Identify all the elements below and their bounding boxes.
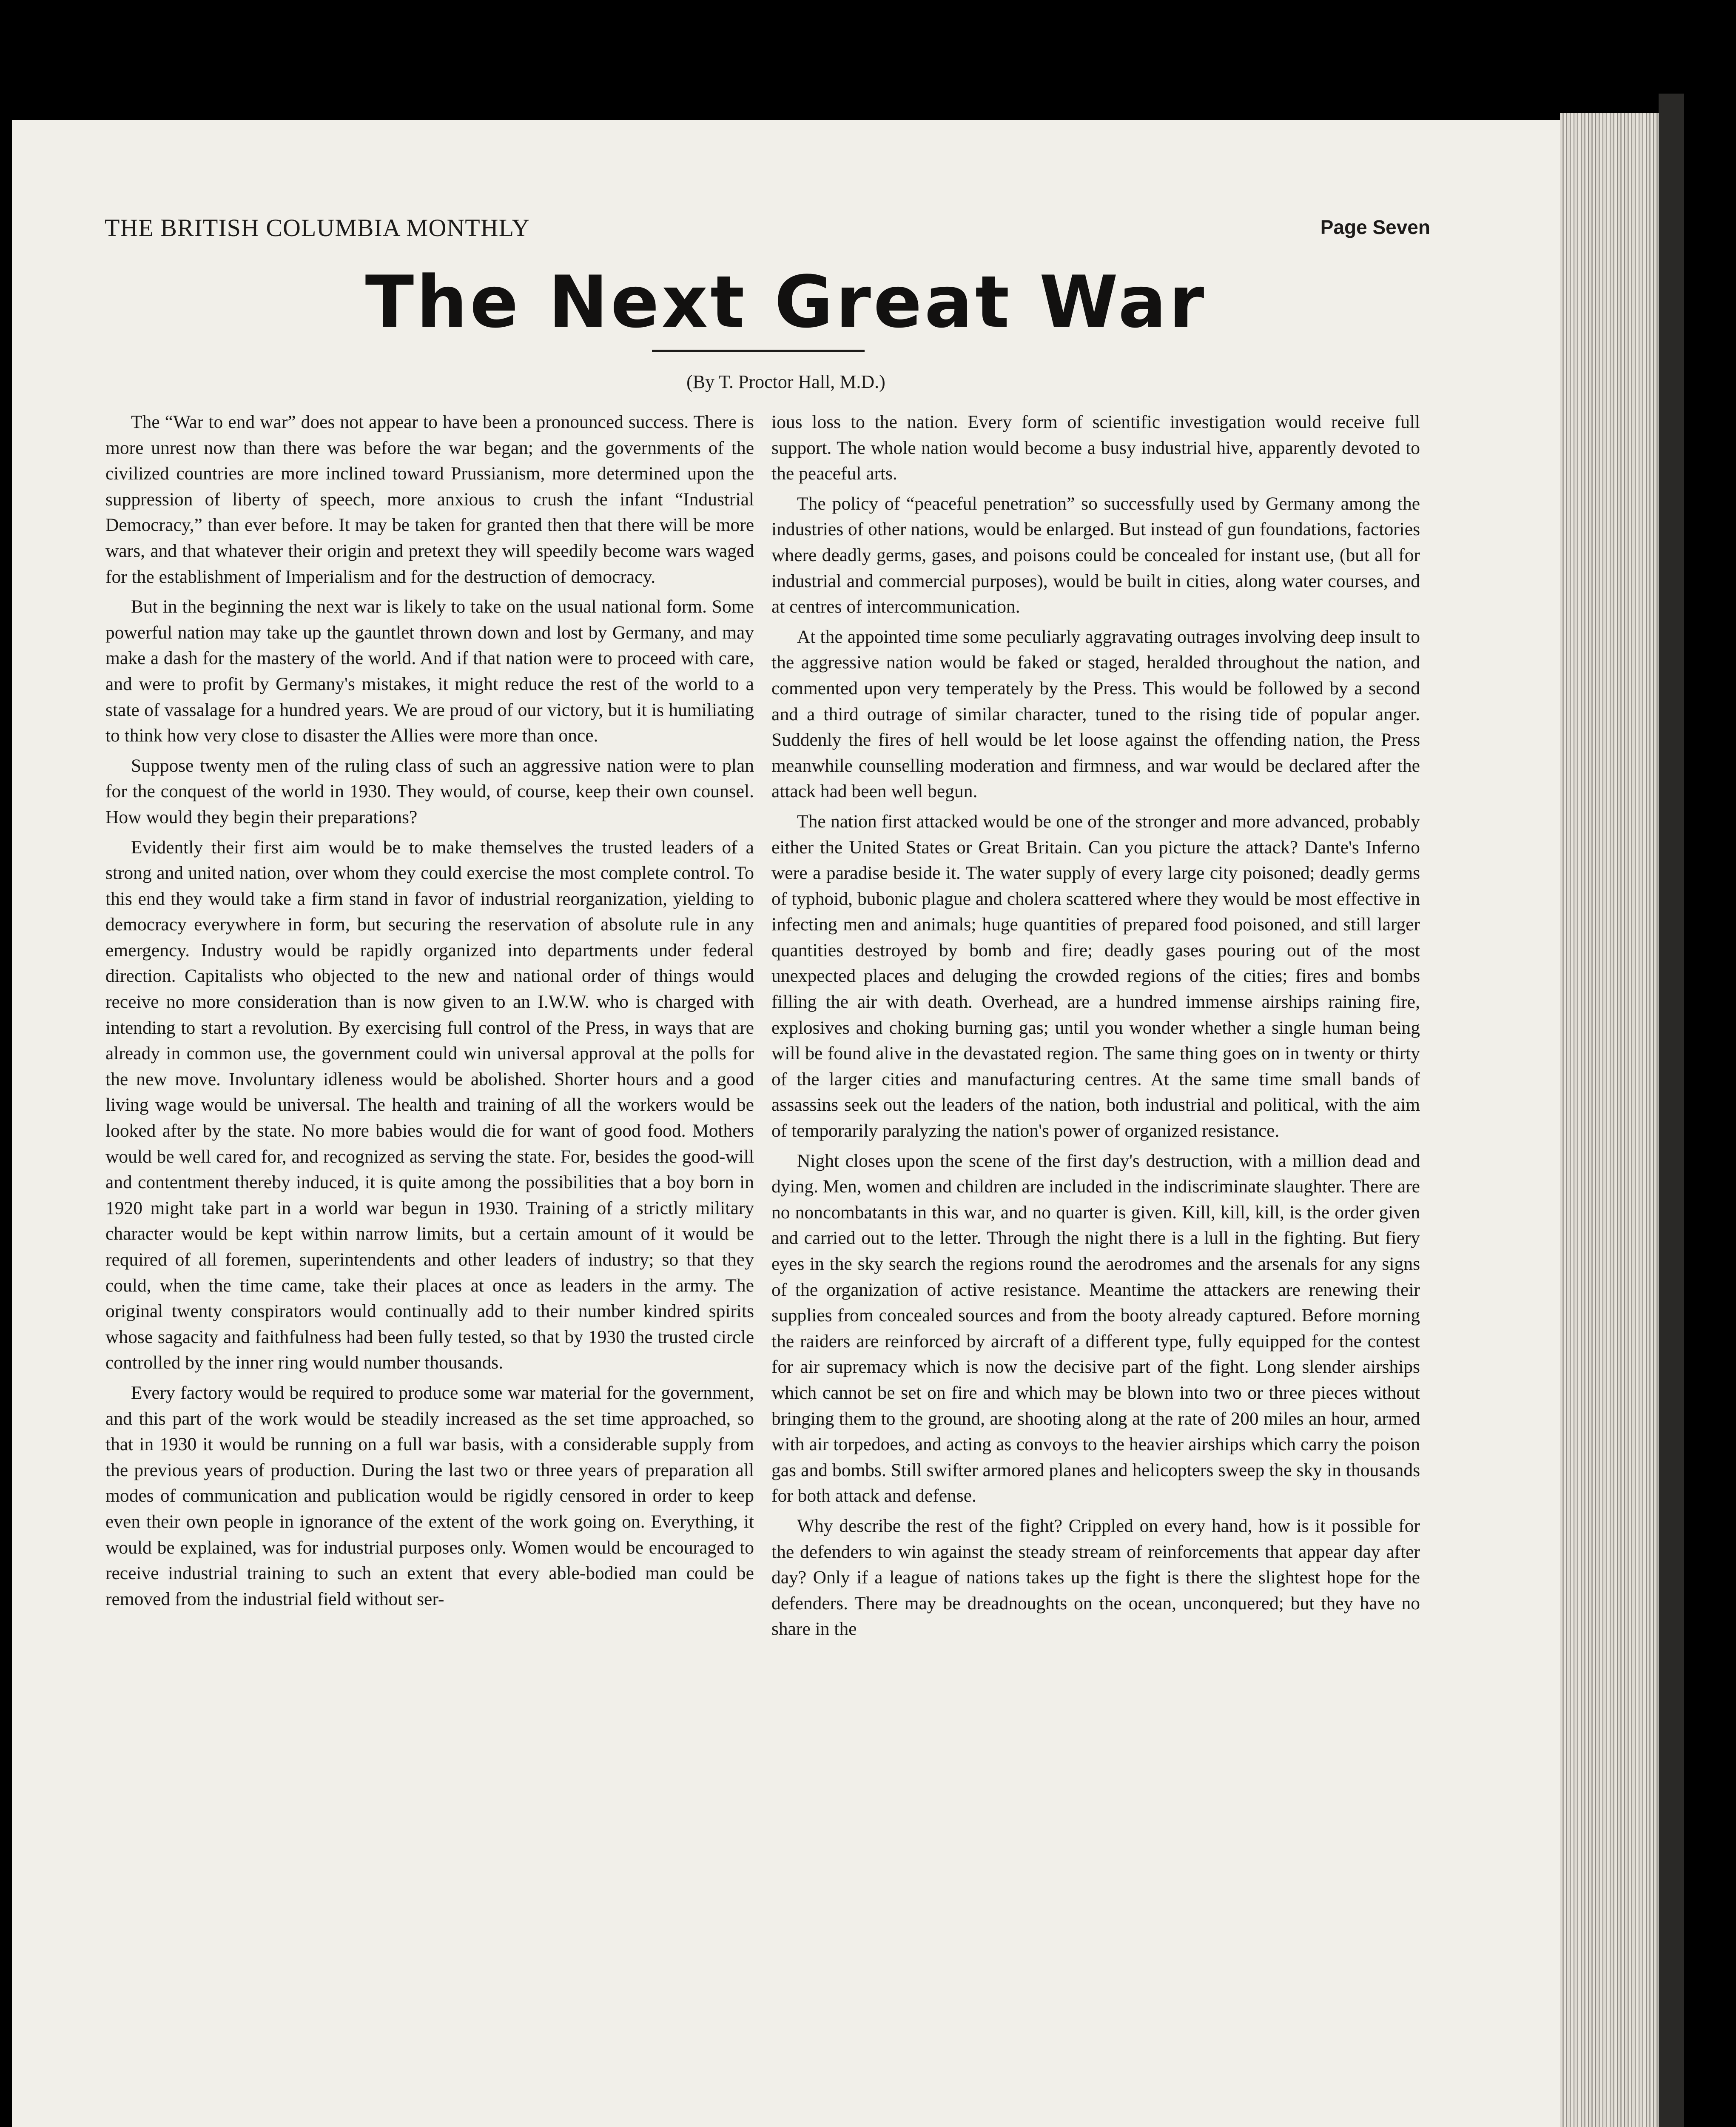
paragraph: Every factory would be required to produce some war material for the government, and this part of the work would be steadily increased as the set time approached, so that in 1930 it would be running on a full war basis, with a considerable supply from the previous years of production. During the last two or three years of preparation all modes of communication and publication would be rigidly censored in order to keep even their own people in ignorance of the extent of the work going on. Everything, it would be explained, was for industrial purposes only. Women would be encouraged to receive industrial training to such an extent that every able-bodied man could be removed from the industrial field without ser- <box>105 1382 754 1609</box>
book-spine-shadow <box>1659 94 1684 2127</box>
book-page-edges <box>1560 113 1659 2127</box>
paragraph: Suppose twenty men of the ruling class of such an aggressive nation were to plan for the conquest of the world in 1930. They would, of course, keep their own counsel. How would they begin their preparations? <box>105 755 754 827</box>
right-column <box>771 409 1420 1646</box>
running-header-publication: THE BRITISH COLUMBIA MONTHLY <box>105 214 530 242</box>
article-byline: (By T. Proctor Hall, M.D.) <box>686 371 885 392</box>
paragraph: The nation first attacked would be one of the stronger and more advanced, probably either the United States or Great Britain. Can you picture the attack? Dante's Inferno were a paradise beside it. The water supply of every large city poisoned; deadly germs of typhoid, bubonic plague and cholera scattered where they would be most effective in infecting men and animals; huge quantities of prepared food poisoned, and still larger quantities destroyed by bomb and fire; deadly gases pouring out of the most unexpected places and deluging the crowded regions of the cities; fires and bombs filling the air with death. Overhead, are a hundred immense airships raining fire, explosives and choking burning gas; until you wonder whether a single human being will be found alive in the devastated region. The same thing goes on in twenty or thirty of the larger cities and manufacturing centres. At the same time small bands of assassins seek out the leaders of the nation, both industrial and political, with the aim of temporarily paralyzing the nation's power of organized resistance. <box>771 811 1420 1141</box>
left-column <box>105 409 754 1616</box>
paragraph: Why describe the rest of the fight? Crippled on every hand, how is it possible for the defenders to win against the steady stream of reinforcements that appear day after day? Only if a league of nations takes up the fight is there the slightest hope for the defenders. There may be dreadnoughts on the ocean, unconquered; but they have no share in the <box>771 1515 1420 1639</box>
paragraph: At the appointed time some peculiarly aggravating outrages involving deep insult to the aggressive nation would be faked or staged, heralded throughout the nation, and commented upon very temperately by the Press. This would be followed by a second and a third outrage of similar character, tuned to the rising tide of popular anger. Suddenly the fires of hell would be let loose against the offending nation, the Press meanwhile counselling moderation and firmness, and war would be declared after the attack had been well begun. <box>771 626 1420 802</box>
title-rule <box>652 350 865 352</box>
paragraph: The “War to end war” does not appear to have been a pronounced success. There is more unrest now than there was before the war began; and the governments of the civilized countries are more inclined toward Prussianism, more determined upon the suppression of liberty of speech, more anxious to crush the infant “Industrial Democracy,” than ever before. It may be taken for granted then that there will be more wars, and that whatever their origin and pretext they will speedily become wars waged for the establishment of Imperialism and for the destruction of democracy. <box>105 412 754 587</box>
magazine-page <box>12 120 1560 2127</box>
paragraph: Evidently their first aim would be to make themselves the trusted leaders of a strong and united nation, over whom they could exercise the most complete control. To this end they would take a firm stand in favor of industrial reorganization, yielding to democracy everywhere in form, but securing the reservation of absolute rule in any emergency. Industry would be rapidly organized into departments under federal direction. Capitalists who objected to the new and national order of things would receive no more consideration than is now given to an I.W.W. who is charged with intending to start a revolution. By exercising full control of the Press, in ways that are already in common use, the government could win universal approval at the polls for the new move. Involuntary idleness would be abolished. Shorter hours and a good living wage would be universal. The health and training of all the workers would be looked after by the state. No more babies would die for want of good food. Mothers would be well cared for, and recognized as serving the state. For, besides the good-will and contentment thereby induced, it is quite among the possibilities that a boy born in 1920 might take part in a world war begun in 1930. Training of a strictly military character would be kept within narrow limits, but a certain amount of it would be required of all foremen, superintendents and other leaders of industry; so that they could, when the time came, take their places at once as leaders in the army. The original twenty conspirators would continually add to their number kindred spirits whose sagacity and faithfulness had been fully tested, so that by 1930 the trusted circle controlled by the inner ring would number thousands. <box>105 837 754 1373</box>
page-number-label: Page Seven <box>1320 216 1430 238</box>
paragraph-continuation: ious loss to the nation. Every form of scientific investigation would receive full support. The whole nation would become a busy industrial hive, apparently devoted to the peaceful arts. <box>771 412 1420 484</box>
article-title: The Next Great War <box>365 260 1207 344</box>
paragraph: The policy of “peaceful penetration” so successfully used by Germany among the industries of other nations, would be enlarged. But instead of gun foundations, factories where deadly germs, gases, and poisons could be concealed for instant use, (but all for industrial and commercial purposes), would be built in cities, along water courses, and at centres of intercommunication. <box>771 493 1420 617</box>
paragraph: But in the beginning the next war is likely to take on the usual national form. Some powerful nation may take up the gauntlet thrown down and lost by Germany, and may make a dash for the mastery of the world. And if that nation were to proceed with care, and were to profit by Germany's mistakes, it might reduce the rest of the world to a state of vassalage for a hundred years. We are proud of our victory, but it is humiliating to think how very close to disaster the Allies were more than once. <box>105 596 754 746</box>
paragraph: Night closes upon the scene of the first day's destruction, with a million dead and dying. Men, women and children are included in the indiscriminate slaughter. There are no noncombatants in this war, and no quarter is given. Kill, kill, kill, is the order given and carried out to the letter. Through the night there is a lull in the fighting. But fiery eyes in the sky search the regions round the aerodromes and the arsenals for any signs of the organization of active resistance. Meantime the attackers are renewing their supplies from concealed sources and from the booty already captured. Before morning the raiders are reinforced by aircraft of a different type, fully equipped for the contest for air supremacy which is now the decisive part of the fight. Long slender airships which cannot be set on fire and which may be blown into two or three pieces without bringing them to the ground, are shooting along at the rate of 200 miles an hour, armed with air torpedoes, and acting as convoys to the heavier airships which carry the poison gas and bombs. Still swifter armored planes and helicopters sweep the sky in thousands for both attack and defense. <box>771 1150 1420 1506</box>
